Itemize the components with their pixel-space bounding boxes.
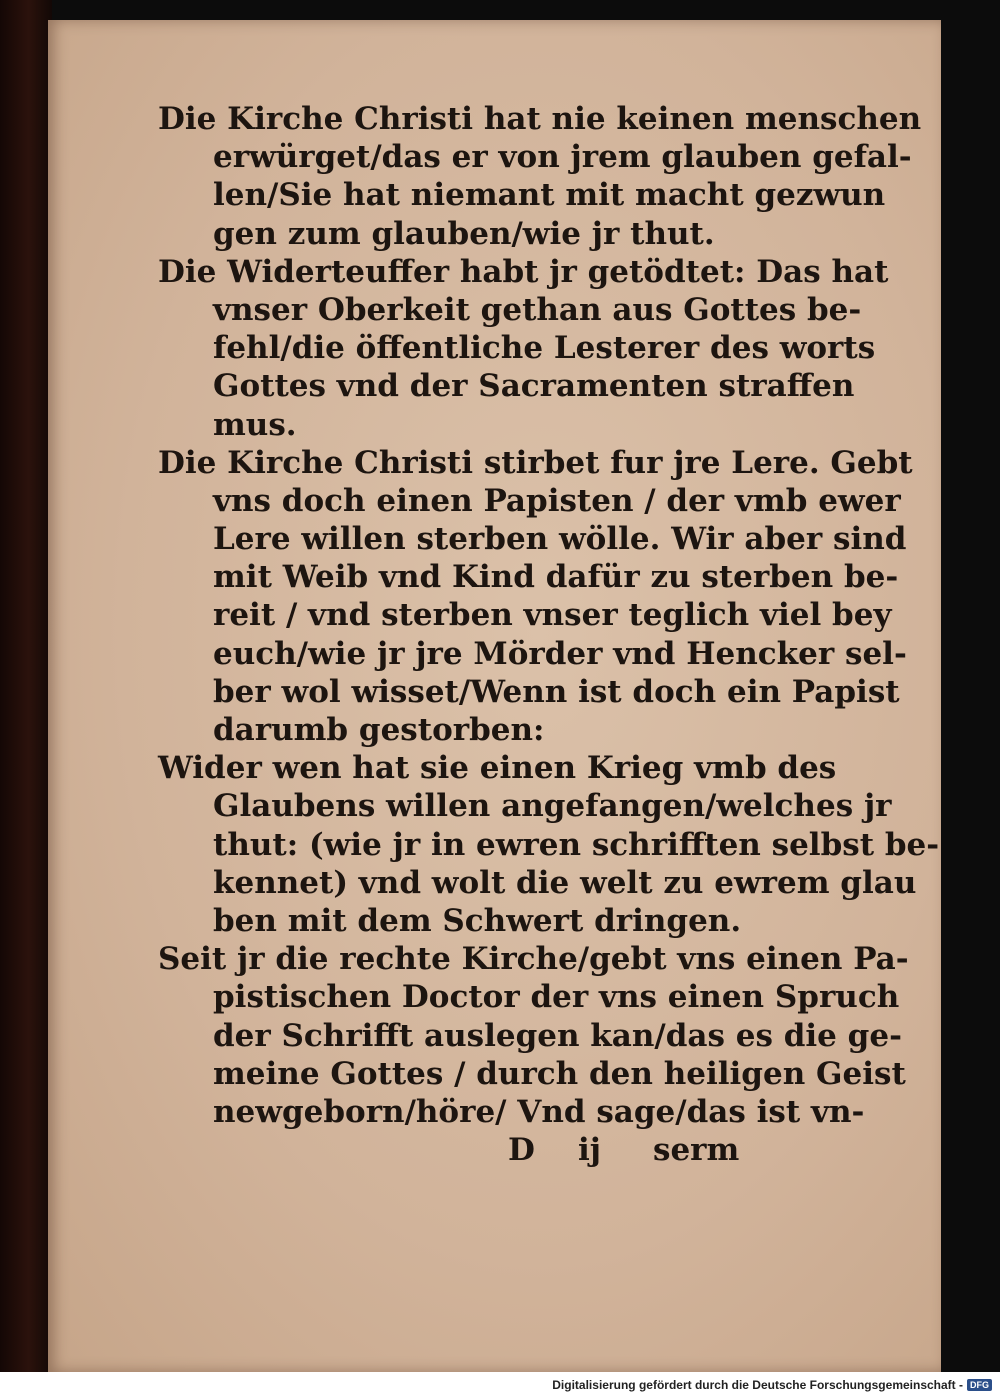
text-line: reit / vnd sterben vnser teglich viel bey bbox=[213, 597, 892, 634]
text-line: Seit jr die rechte Kirche/gebt vns einen Pa- bbox=[158, 941, 909, 978]
signature-mark: D bbox=[508, 1132, 535, 1169]
text-line: Gottes vnd der Sacramenten straffen bbox=[213, 368, 855, 405]
digitization-footer bbox=[552, 1378, 992, 1392]
text-line: mit Weib vnd Kind dafür zu sterben be- bbox=[213, 559, 899, 596]
text-line: len/Sie hat niemant mit macht gezwun bbox=[213, 177, 886, 214]
text-line: meine Gottes / durch den heiligen Geist bbox=[213, 1055, 906, 1092]
text-line: der Schrifft auslegen kan/das es die ge- bbox=[213, 1017, 902, 1054]
page-text bbox=[158, 100, 940, 1169]
catchword: serm bbox=[653, 1132, 740, 1169]
text-line: euch/wie jr jre Mörder vnd Hencker sel- bbox=[213, 635, 907, 672]
text-line: Glaubens willen angefangen/welches jr bbox=[213, 788, 892, 825]
text-line: erwürget/das er von jrem glauben gefal- bbox=[213, 139, 912, 176]
text-line: kennet) vnd wolt die welt zu ewrem glau bbox=[213, 864, 917, 901]
book-binding-edge bbox=[0, 0, 52, 1372]
text-line: Die Widerteuffer habt jr getödtet: Das hat bbox=[158, 253, 889, 290]
text-line: pistischen Doctor der vns einen Spruch bbox=[213, 979, 900, 1016]
footer-text: Digitalisierung gefördert durch die Deutsche Forschungsgemeinschaft - bbox=[552, 1378, 963, 1392]
book-page bbox=[48, 20, 941, 1372]
dfg-logo: DFG bbox=[967, 1379, 992, 1391]
text-line: ber wol wisset/Wenn ist doch ein Papist bbox=[213, 673, 900, 710]
text-line: mus. bbox=[213, 406, 297, 443]
text-line: Die Kirche Christi stirbet fur jre Lere. Gebt bbox=[158, 444, 913, 481]
text-line: vns doch einen Papisten / der vmb ewer bbox=[213, 482, 901, 519]
text-line: vnser Oberkeit gethan aus Gottes be- bbox=[213, 291, 862, 328]
text-line: gen zum glauben/wie jr thut. bbox=[213, 215, 715, 252]
catchline bbox=[158, 1131, 828, 1169]
text-line: Wider wen hat sie einen Krieg vmb des bbox=[158, 750, 837, 787]
text-line: Lere willen sterben wölle. Wir aber sind bbox=[213, 521, 907, 558]
text-line: ben mit dem Schwert dringen. bbox=[213, 902, 742, 939]
text-line: darumb gestorben: bbox=[213, 712, 545, 748]
text-line: Die Kirche Christi hat nie keinen menschen bbox=[158, 101, 922, 137]
text-line: fehl/die öffentliche Lesterer des worts bbox=[213, 330, 876, 367]
text-line: newgeborn/höre/ Vnd sage/das ist vn- bbox=[213, 1093, 865, 1130]
signature-number: ij bbox=[578, 1132, 601, 1169]
text-line: thut: (wie jr in ewren schrifften selbst be- bbox=[213, 826, 940, 863]
